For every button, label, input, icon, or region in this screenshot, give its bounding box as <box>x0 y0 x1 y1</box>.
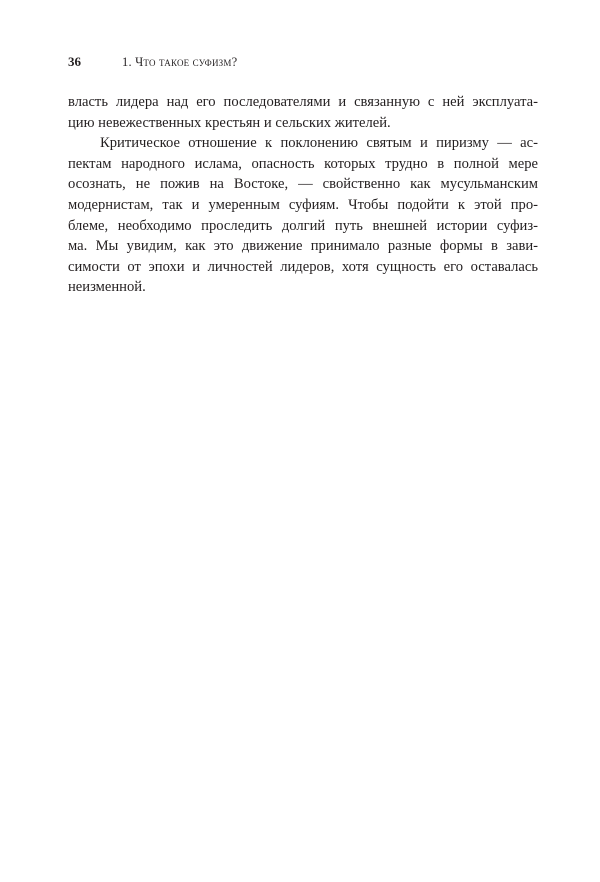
text-line: неизменной. <box>68 279 146 296</box>
text-line: Критическое отношение к поклонению святым и пиризму — ас- <box>100 135 538 152</box>
text-line: симости от эпохи и личностей лидеров, хотя сущность его оставалась <box>68 258 538 275</box>
text-line: модернистам, так и умеренным суфиям. Чтобы подойти к этой про- <box>68 196 538 213</box>
text-line: осознать, не пожив на Востоке, — свойственно как мусульманским <box>68 176 538 193</box>
text-line: власть лидера над его последователями и связанную с ней эксплуата- <box>68 94 538 110</box>
page-number: 36 <box>68 54 81 69</box>
running-head <box>68 53 538 71</box>
text-line: ма. Мы увидим, как это движение принимало разные формы в зави- <box>68 238 538 255</box>
body-text <box>68 92 538 298</box>
text-line: пектам народного ислама, опасность которых трудно в полной мере <box>68 155 538 172</box>
chapter-title: 1. Что такое суфизм? <box>122 55 238 69</box>
text-line: цию невежественных крестьян и сельских жителей. <box>68 114 391 131</box>
text-line: блеме, необходимо проследить долгий путь внешней истории суфиз- <box>68 217 538 234</box>
